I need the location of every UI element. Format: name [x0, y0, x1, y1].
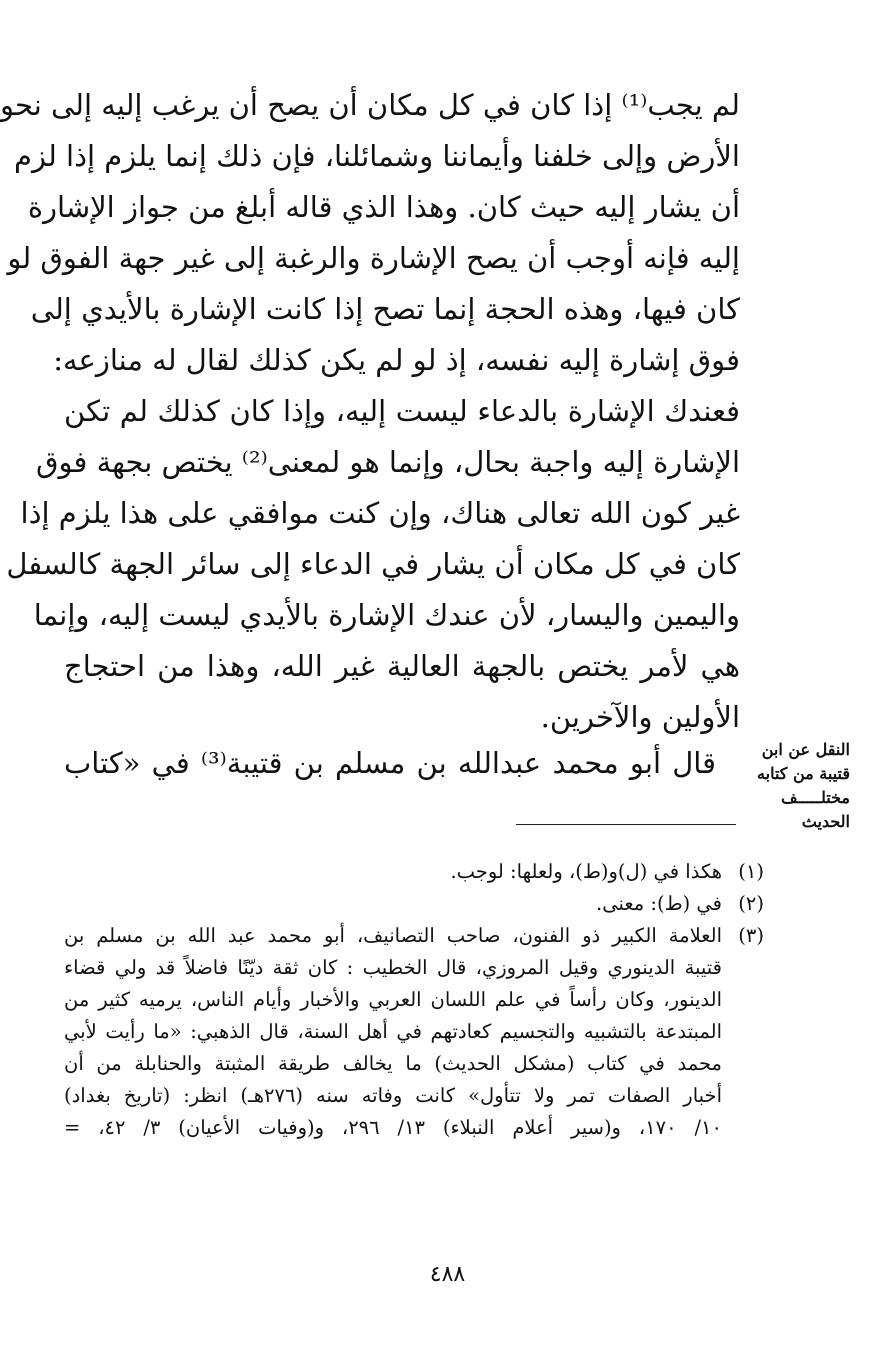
- main-text-line: كان في كل مكان أن يشار في الدعاء إلى سائر الجهة كالسفل: [6, 547, 740, 581]
- main-text-block: [0, 80, 740, 743]
- footnote-text-line: أخبار الصفات تمر ولا تتأول» كانت وفاته سنه (٢٧٦هـ) انظر: (تاريخ بغداد): [64, 1084, 722, 1107]
- main-text-line: هي لأمر يختص بالجهة العالية غير الله، وهذا من احتجاج: [64, 649, 740, 683]
- footnote-text: [64, 920, 722, 1144]
- main-text-line: واليمين واليسار، لأن عندك الإشارة بالأيدي ليست إليه، وإنما: [33, 598, 740, 632]
- main-text-line: أن يشار إليه حيث كان. وهذا الذي قاله أبلغ من جواز الإشارة: [27, 190, 740, 224]
- footnote-text-line: محمد في كتاب (مشكل الحديث) ما يخالف طريقة المثبتة والحنابلة من أن: [64, 1052, 722, 1075]
- margin-note-line: النقل عن ابن: [761, 740, 850, 759]
- main-text-line: كان فيها، وهذه الحجة إنما تصح إذا كانت الإشارة بالأيدي إلى: [30, 292, 740, 326]
- footnote-number: (٣): [738, 924, 764, 947]
- footnote-text: هكذا في (ل)و(ط)، ولعلها: لوجب.: [450, 860, 722, 883]
- margin-note-line: مختلـــــف: [780, 788, 850, 807]
- footnote-text-line: قتيبة الدينوري وقيل المروزي، قال الخطيب : كان ثقة ديّنًا فاضلاً قد ولي قضاء: [64, 956, 722, 979]
- page-number: ٤٨٨: [429, 1262, 466, 1287]
- main-text-line: الأرض وإلى خلفنا وأيماننا وشمائلنا، فإن ذلك إنما يلزم إذا لزم: [14, 139, 740, 173]
- margin-note-line: الحديث: [801, 812, 850, 831]
- main-text-line: غير كون الله تعالى هناك، وإن كنت موافقي على هذا يلزم إذا: [20, 496, 740, 530]
- footnote-2: [64, 888, 764, 920]
- footnote-separator: [516, 824, 736, 825]
- footnote-text-line: العلامة الكبير ذو الفنون، صاحب التصانيف، أبو محمد عبد الله بن مسلم بن: [64, 924, 722, 947]
- quote-intro-line: قال أبو محمد عبدالله بن مسلم بن قتيبة⁽³⁾ في «كتاب: [64, 746, 716, 780]
- footnote-3: [64, 920, 764, 1144]
- margin-note-line: قتيبة من كتابه: [757, 764, 850, 783]
- footnote-number: (١): [738, 860, 764, 883]
- main-text-line: فوق إشارة إليه نفسه، إذ لو لم يكن كذلك لقال له منازعه:: [53, 343, 740, 377]
- main-text-line: الإشارة إليه واجبة بحال، وإنما هو لمعنى⁽²⁾ يختص بجهة فوق: [36, 445, 740, 479]
- footnote-text-line: المبتدعة بالتشبيه والتجسيم كعادتهم في أهل السنة، قال الذهبي: «ما رأيت لأبي: [64, 1020, 722, 1043]
- main-text-line: الأولين والآخرين.: [540, 700, 740, 734]
- footnote-text: في (ط): معنى.: [596, 892, 722, 915]
- footnote-text-line: ١٠/ ١٧٠، و(سير أعلام النبلاء) ١٣/ ٢٩٦، و(وفيات الأعيان) ٣/ ٤٢، =: [64, 1116, 722, 1139]
- margin-note: [757, 738, 850, 834]
- main-text-line: إليه فإنه أوجب أن يصح الإشارة والرغبة إلى غير جهة الفوق لو: [7, 241, 740, 275]
- footnote-number: (٢): [738, 892, 764, 915]
- footnote-1: [64, 856, 764, 888]
- main-text-line: فعندك الإشارة بالدعاء ليست إليه، وإذا كان كذلك لم تكن: [64, 394, 740, 428]
- main-text-line: لم يجب⁽¹⁾ إذا كان في كل مكان أن يصح أن يرغب إليه إلى نحو: [0, 88, 740, 122]
- footnotes: [64, 856, 764, 1144]
- footnote-text-line: الدينور، وكان رأساً في علم اللسان العربي والأخبار وأيام الناس، يرميه كثير من: [64, 988, 722, 1011]
